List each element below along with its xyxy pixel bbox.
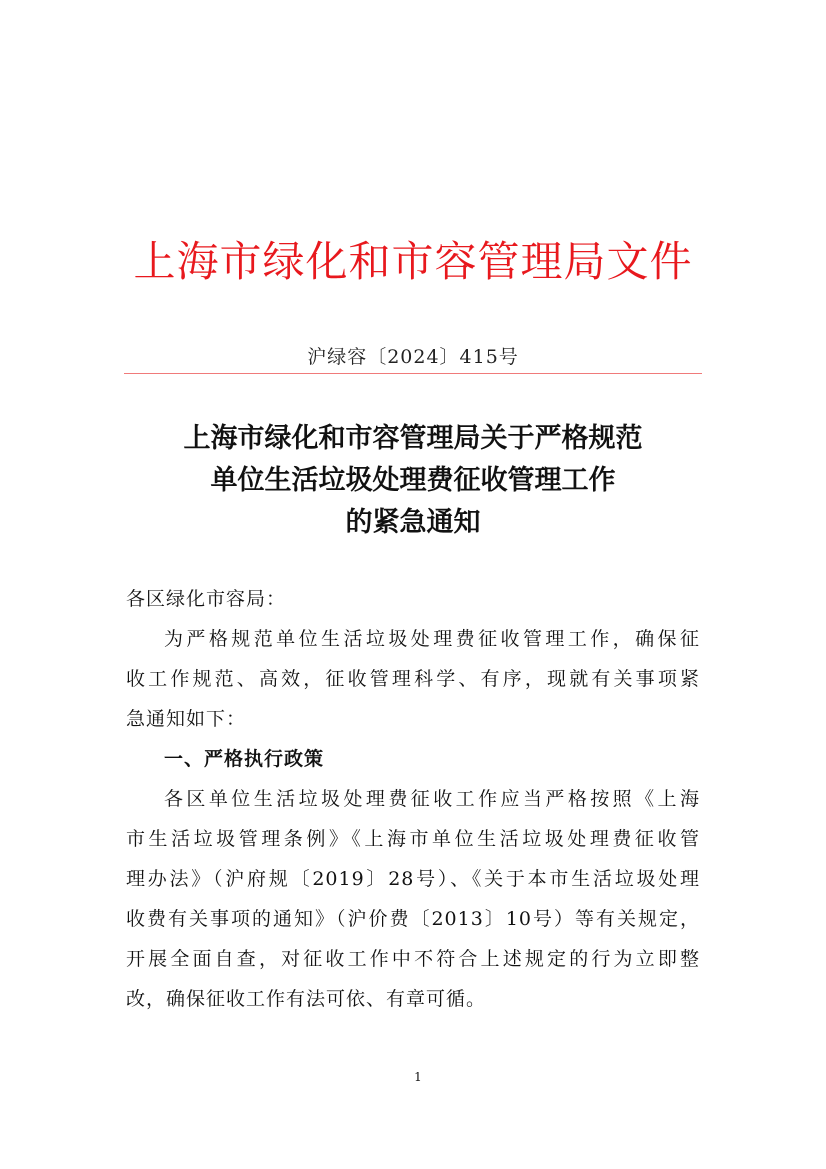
title-line: 上海市绿化和市容管理局关于严格规范 [183, 423, 643, 454]
document-title [0, 418, 826, 544]
body-line: 开展全面自查，对征收工作中不符合上述规定的行为立即整 [126, 948, 700, 970]
body-line: 市生活垃圾管理条例》《上海市单位生活垃圾处理费征收管 [126, 828, 700, 850]
body-line: 各区单位生活垃圾处理费征收工作应当严格按照《上海 [164, 788, 700, 810]
body-line: 收工作规范、高效，征收管理科学、有序，现就有关事项紧 [126, 668, 700, 690]
body-line: 改，确保征收工作有法可依、有章可循。 [126, 988, 487, 1010]
salutation: 各区绿化市容局： [126, 588, 287, 610]
body-line: 收费有关事项的通知》（沪价费〔2013〕10号）等有关规定， [126, 908, 700, 930]
title-line: 单位生活垃圾处理费征收管理工作 [210, 465, 616, 496]
page-number: 1 [414, 1070, 422, 1084]
issuer-header: 上海市绿化和市容管理局文件 [133, 237, 693, 286]
section-heading: 一、严格执行政策 [164, 748, 325, 770]
body-line: 急通知如下： [126, 708, 247, 730]
red-divider [124, 373, 702, 374]
document-number: 沪绿容〔2024〕415号 [307, 346, 519, 368]
body-line: 为严格规范单位生活垃圾处理费征收管理工作，确保征 [164, 628, 700, 650]
title-line: 的紧急通知 [345, 507, 481, 538]
body-line: 理办法》（沪府规〔2019〕28号）、《关于本市生活垃圾处理 [126, 868, 700, 890]
